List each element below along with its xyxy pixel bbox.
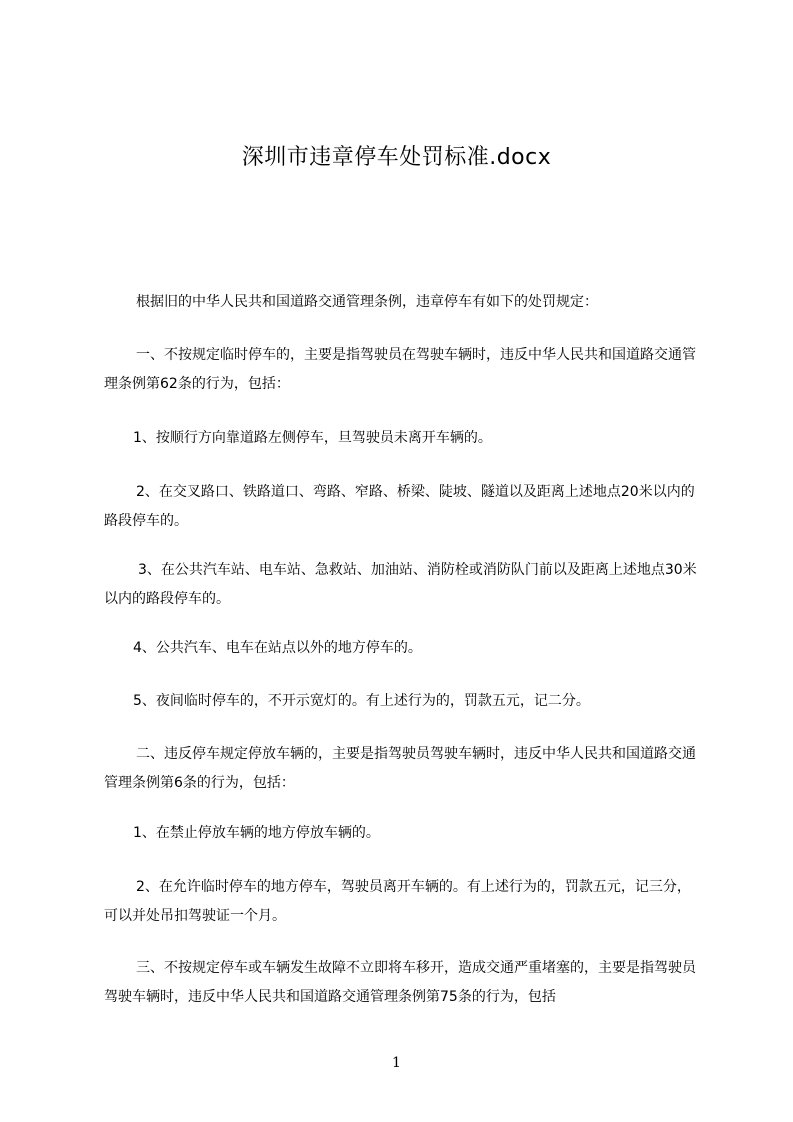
paragraph-section-2: 二、违反停车规定停放车辆的，主要是指驾驶员驾驶车辆时，违反中华人民共和国道路交通管理条例第6条的行为，包括：	[104, 746, 696, 791]
paragraph-item-1-4: 4、公共汽车、电车在站点以外的地方停车的。	[133, 640, 422, 656]
paragraph-item-1-1: 1、按顺行方向靠道路左侧停车，旦驾驶员未离开车辆的。	[133, 430, 492, 446]
paragraph-intro: 根据旧的中华人民共和国道路交通管理条例，违章停车有如下的处罚规定：	[136, 294, 598, 310]
paragraph-section-1: 一、不按规定临时停车的，主要是指驾驶员在驾驶车辆时，违反中华人民共和国道路交通管理条例第62条的行为，包括：	[104, 347, 696, 392]
paragraph-item-2-2: 2、在允许临时停车的地方停车，驾驶员离开车辆的。有上述行为的，罚款五元，记三分，可以并处吊扣驾驶证一个月。	[104, 879, 691, 924]
paragraph-item-1-5: 5、夜间临时停车的，不开示宽灯的。有上述行为的，罚款五元，记二分。	[133, 693, 590, 709]
paragraph-item-1-3: 3、在公共汽车站、电车站、急救站、加油站、消防栓或消防队门前以及距离上述地点30米以内的路段停车的。	[104, 562, 697, 607]
document-title: 深圳市违章停车处罚标准.docx	[241, 145, 552, 170]
paragraph-item-1-2: 2、在交叉路口、铁路道口、弯路、窄路、桥梁、陡坡、隧道以及距离上述地点20米以内的路段停车的。	[104, 484, 695, 529]
paragraph-item-2-1: 1、在禁止停放车辆的地方停放车辆的。	[133, 825, 380, 841]
page-number: 1	[392, 1055, 401, 1071]
paragraph-section-3: 三、不按规定停车或车辆发生故障不立即将车移开，造成交通严重堵塞的，主要是指驾驶员驾驶车辆时，违反中华人民共和国道路交通管理条例第75条的行为，包括	[104, 960, 696, 1005]
